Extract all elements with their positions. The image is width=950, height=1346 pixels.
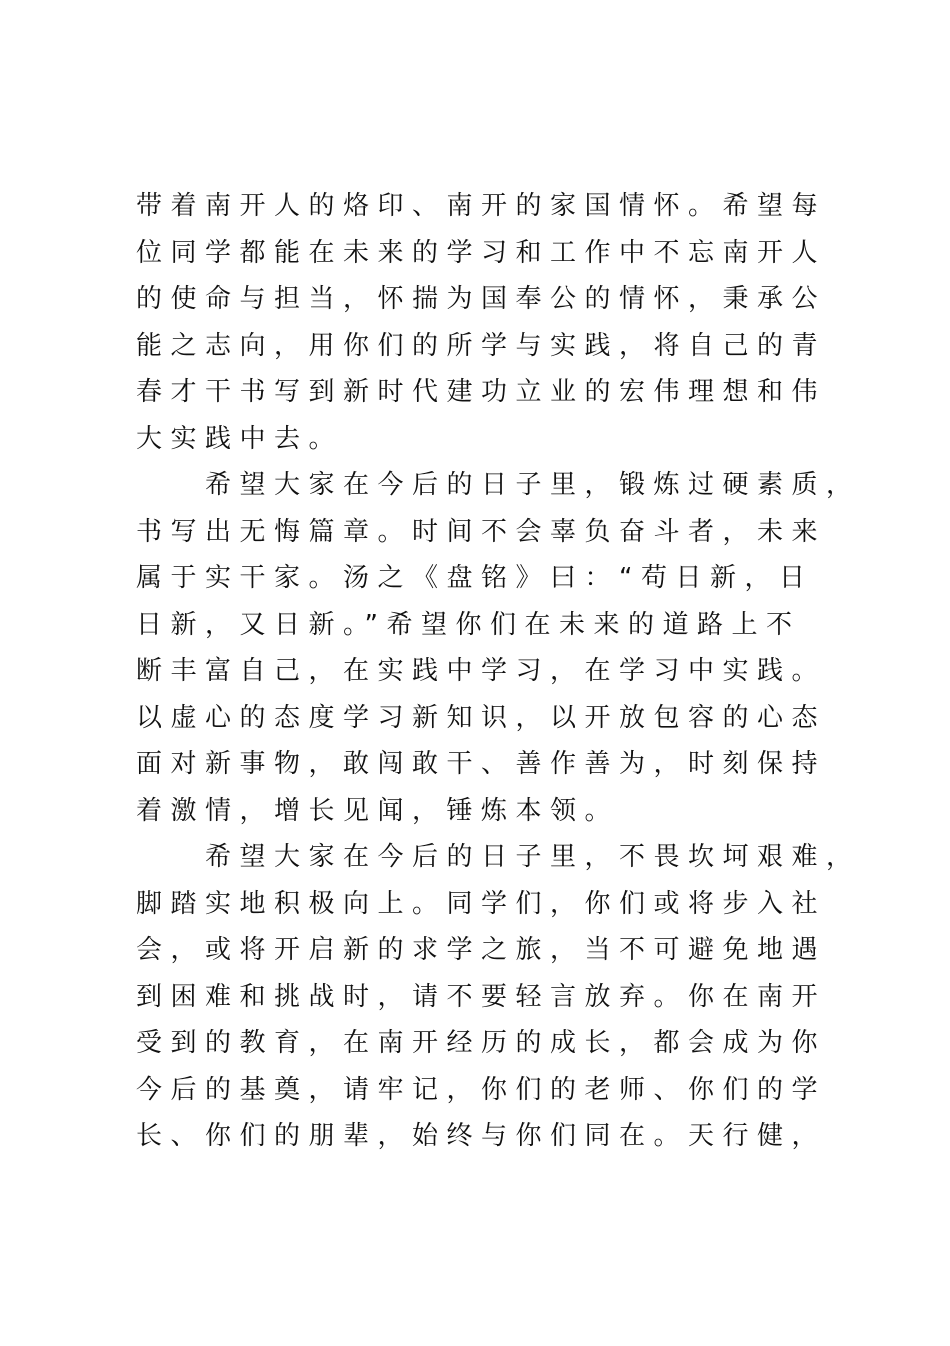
text-line: 着激情，增长见闻，锤炼本领。 <box>136 795 620 826</box>
text-line: 能之志向，用你们的所学与实践，将自己的青 <box>136 330 827 361</box>
text-line: 希望大家在今后的日子里，锻炼过硬素质， <box>136 470 861 500</box>
text-line: 属于实干家。汤之《盘铭》曰：“苟日新，日 <box>136 563 814 593</box>
text-line: 带着南开人的烙印、南开的家国情怀。希望每 <box>136 191 827 221</box>
text-line: 的使命与担当，怀揣为国奉公的情怀，秉承公 <box>136 284 827 314</box>
text-line: 日新，又日新。”希望你们在未来的道路上不 <box>136 609 801 640</box>
text-line: 受到的教育，在南开经历的成长，都会成为你 <box>136 1028 827 1058</box>
text-line: 今后的基奠，请牢记，你们的老师、你们的学 <box>136 1074 827 1105</box>
text-line: 断丰富自己，在实践中学习，在学习中实践。 <box>136 656 827 686</box>
text-line: 书写出无悔篇章。时间不会辜负奋斗者，未来 <box>136 516 827 547</box>
text-line: 到困难和挑战时，请不要轻言放弃。你在南开 <box>136 981 827 1012</box>
text-line: 春才干书写到新时代建功立业的宏伟理想和伟 <box>136 377 827 407</box>
text-line: 面对新事物，敢闯敢干、善作善为，时刻保持 <box>136 749 827 779</box>
text-line: 会，或将开启新的求学之旅，当不可避免地遇 <box>136 935 827 965</box>
text-line: 大实践中去。 <box>136 423 344 454</box>
text-line: 长、你们的朋辈，始终与你们同在。天行健， <box>136 1121 827 1151</box>
body-text <box>136 183 896 1160</box>
text-line: 以虚心的态度学习新知识，以开放包容的心态 <box>136 702 827 733</box>
text-line: 位同学都能在未来的学习和工作中不忘南开人 <box>136 237 827 268</box>
text-line: 脚踏实地积极向上。同学们，你们或将步入社 <box>136 888 827 919</box>
text-line: 希望大家在今后的日子里，不畏坎坷艰难， <box>136 842 861 872</box>
